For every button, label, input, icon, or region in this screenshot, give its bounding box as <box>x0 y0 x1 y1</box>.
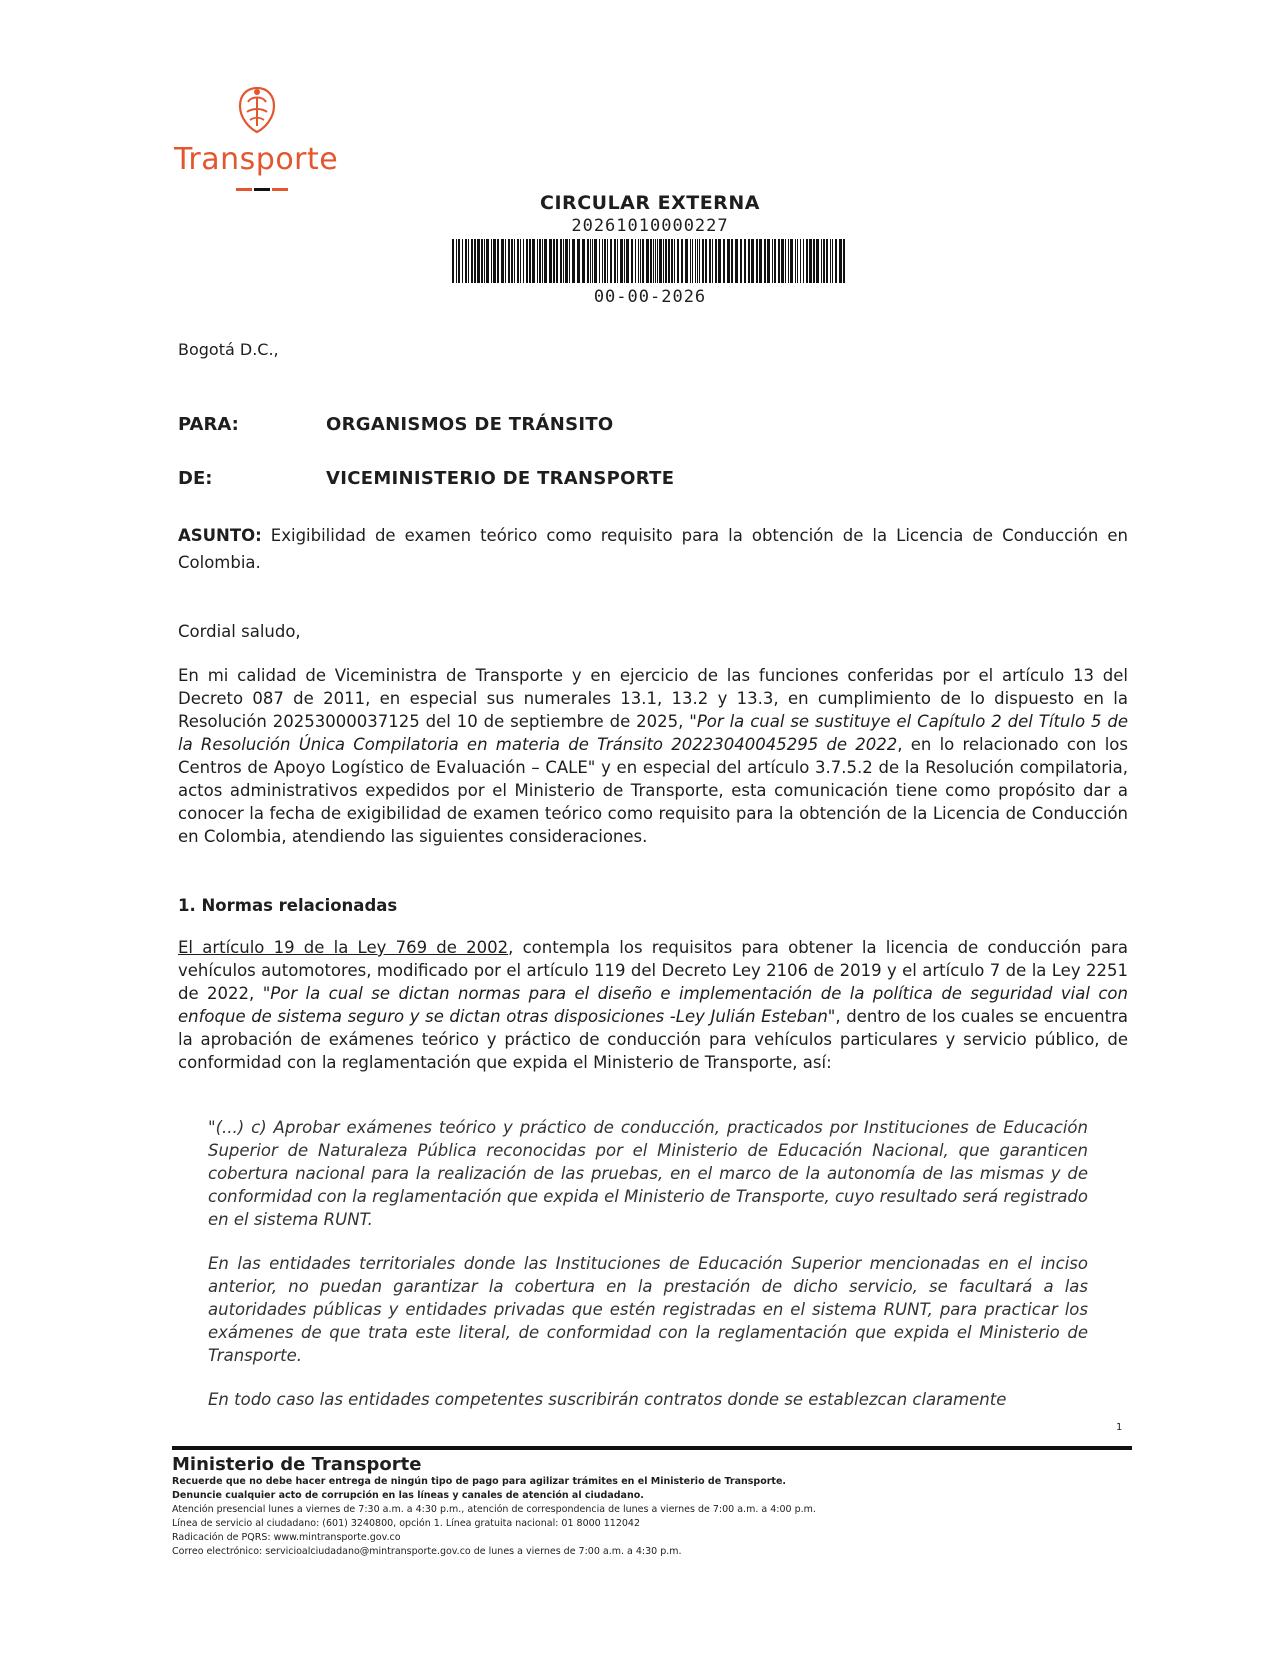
footer <box>172 1446 1132 1559</box>
footer-line: Línea de servicio al ciudadano: (601) 3240800, opción 1. Línea gratuita nacional: 01 8000 112042 <box>172 1518 641 1529</box>
footer-line: Denuncie cualquier acto de corrupción en las líneas y canales de atención al ciudadano. <box>172 1490 644 1501</box>
intro-text-2: , en lo relacionado con los Centros de Apoyo Logístico de Evaluación – CALE" y en especial del artículo 3.7.5.2 de la Resolución compilatoria, actos administrativos expedidos por el Ministerio de Transporte, esta comunicación tiene como propósito dar a conocer la fecha de exigibilidad de examen teórico como requisito para la obtención de la Licencia de Conducción en Colombia, atendiendo las siguientes consideraciones. <box>178 735 1128 846</box>
section-1-title: 1. Normas relacionadas <box>178 896 398 915</box>
subject-label: ASUNTO: <box>178 526 262 545</box>
footer-line[interactable]: Correo electrónico: servicioalciudadano@mintransporte.gov.co de lunes a viernes de 7:00 a.m. a 4:30 p.m. <box>172 1546 682 1557</box>
section-1-italic: "Por la cual se dictan normas para el diseño e implementación de la política de seguridad vial con enfoque de sistema seguro y se dictan otras disposiciones -Ley Julián Esteban" <box>178 984 1128 1026</box>
section-1-text-1: , contempla los requisitos para obtener la licencia de conducción para vehículos automotores, modificado por el artículo 119 del Decreto Ley 2106 de 2019 y el artículo 7 de la Ley 2251 de 2022, <box>178 938 1129 1003</box>
section-1-paragraph <box>178 936 1128 1074</box>
footer-title: Ministerio de Transporte <box>172 1454 422 1475</box>
quote-paragraph: En todo caso las entidades competentes suscribirán contratos donde se establezcan claramente <box>208 1390 1007 1409</box>
document-number: 20261010000227 <box>571 216 729 236</box>
city-line: Bogotá D.C., <box>178 340 279 359</box>
intro-italic: "Por la cual se sustituye el Capítulo 2 del Título 5 de la Resolución Única Compilatoria en materia de Tránsito 20223040045295 de 2022 <box>178 712 1128 754</box>
footer-line: Recuerde que no debe hacer entrega de ningún tipo de pago para agilizar trámites en el Ministerio de Transporte. <box>172 1476 787 1487</box>
subject-text: Exigibilidad de examen teórico como requisito para la obtención de la Licencia de Conducción en Colombia. <box>178 526 1128 572</box>
footer-line[interactable]: Radicación de PQRS: www.mintransporte.gov.co <box>172 1532 401 1543</box>
barcode <box>450 239 850 283</box>
document-header <box>440 192 860 307</box>
section-1-text-2: , dentro de los cuales se encuentra la aprobación de exámenes teórico y práctico de conducción para vehículos particulares y servicio público, de conformidad con la reglamentación que expida el Ministerio de Transporte, así: <box>178 1007 1129 1072</box>
recipient-value: ORGANISMOS DE TRÁNSITO <box>326 414 614 435</box>
intro-paragraph <box>178 664 1128 848</box>
subject-block <box>178 522 1128 576</box>
quote-paragraph: En las entidades territoriales donde las Instituciones de Educación Superior mencionadas en el inciso anterior, no puedan garantizar la cobertura en la prestación de dicho servicio, se facultará a las autoridades públicas y entidades privadas que estén registradas en el sistema RUNT, para practicar los exámenes de que trata este literal, de conformidad con la reglamentación que expida el Ministerio de Transporte. <box>208 1254 1088 1365</box>
footer-line: Atención presencial lunes a viernes de 7:30 a.m. a 4:30 p.m., atención de correspondencia de lunes a viernes de 7:00 a.m. a 4:00 p.m. <box>172 1504 816 1515</box>
page-number: 1 <box>1116 1422 1123 1433</box>
ministry-logo <box>174 84 364 194</box>
footer-rule <box>172 1446 1132 1450</box>
logo-tricolor-rule <box>236 188 288 191</box>
intro-text-1: En mi calidad de Viceministra de Transporte y en ejercicio de las funciones conferidas por el artículo 13 del Decreto 087 de 2011, en especial sus numerales 13.1, 13.2 y 13.3, en cumplimiento de lo dispuesto en la Resolución 20253000037125 del 10 de septiembre de 2025, <box>178 666 1128 731</box>
quote-paragraph: "(...) c) Aprobar exámenes teórico y práctico de conducción, practicados por Instituciones de Educación Superior de Naturaleza Pública reconocidas por el Ministerio de Educación Nacional, que garanticen cobertura nacional para la realización de las pruebas, en el marco de la autonomía de las mismas y de conformidad con la reglamentación que expida el Ministerio de Transporte, cuyo resultado será registrado en el sistema RUNT. <box>208 1118 1088 1229</box>
sender-label: DE: <box>178 468 213 489</box>
colombia-shield-icon <box>234 84 280 136</box>
recipient-label: PARA: <box>178 414 239 435</box>
sender-value: VICEMINISTERIO DE TRANSPORTE <box>326 468 675 489</box>
document-date: 00-00-2026 <box>593 287 707 307</box>
greeting: Cordial saludo, <box>178 622 301 641</box>
logo-text: Transporte <box>174 142 339 177</box>
law-reference-link[interactable]: El artículo 19 de la Ley 769 de 2002 <box>178 938 509 957</box>
document-type: CIRCULAR EXTERNA <box>540 192 760 214</box>
